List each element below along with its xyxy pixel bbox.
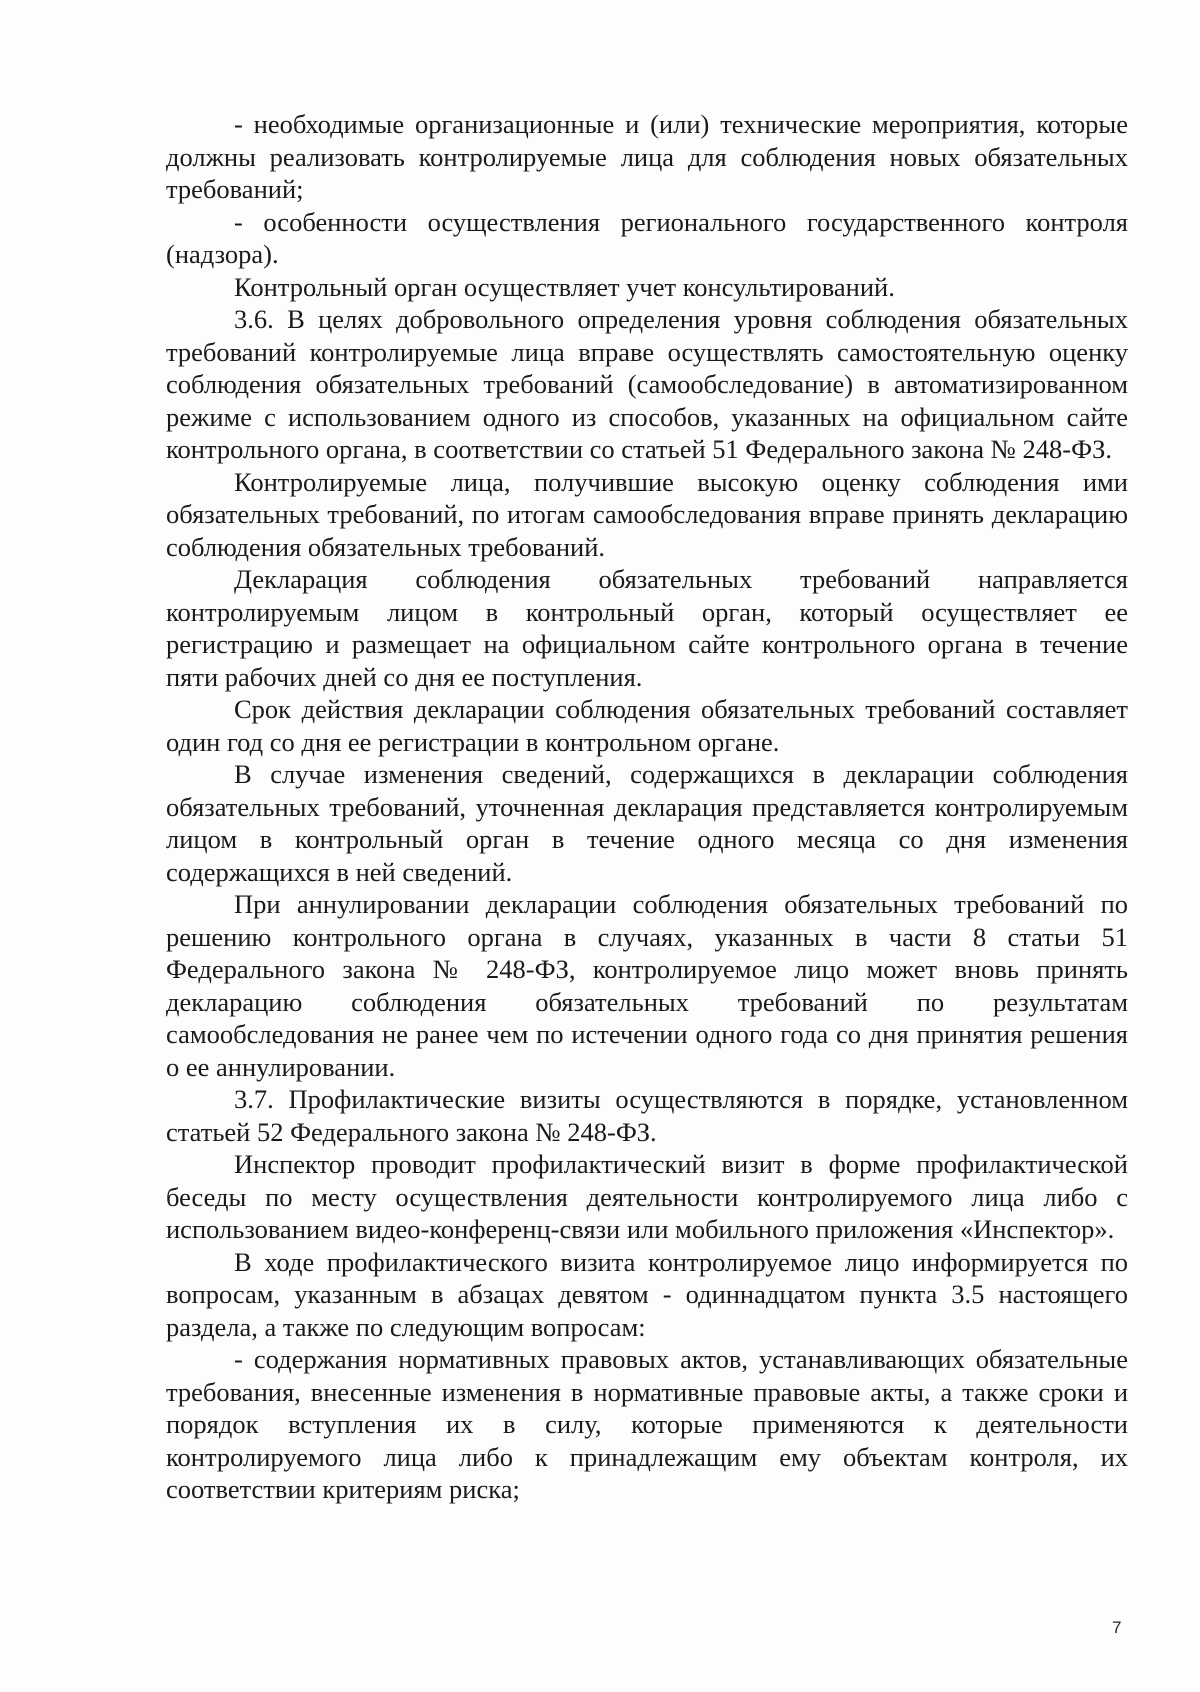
paragraph-10: 3.7. Профилактические визиты осуществляются в порядке, установленном статьей 52 Федерального закона № 248-ФЗ. (166, 1084, 1128, 1147)
paragraph-6: Декларация соблюдения обязательных требований направляется контролируемым лицом в контрольный орган, который осуществляет ее регистрацию и размещает на официальном сайте контрольного органа в течение пяти рабочих дней со дня ее поступления. (166, 564, 1128, 692)
paragraph-5: Контролируемые лица, получившие высокую оценку соблюдения ими обязательных требований, по итогам самообследования вправе принять декларацию соблюдения обязательных требований. (166, 466, 1128, 562)
paragraph-8: В случае изменения сведений, содержащихся в декларации соблюдения обязательных требований, уточненная декларация представляется контролируемым лицом в контрольный орган в течение одного месяца со дня изменения содержащихся в ней сведений. (166, 759, 1128, 887)
paragraph-9: При аннулировании декларации соблюдения обязательных требований по решению контрольного органа в случаях, указанных в части 8 статьи 51 Федерального закона № 248-ФЗ, контролируемое лицо может вновь принять декларацию соблюдения обязательных требований по результатам самообследования не ранее чем по истечении одного года со дня принятия решения о ее аннулировании. (166, 889, 1128, 1082)
paragraph-2: - особенности осуществления регионального государственного контроля (надзора). (166, 206, 1128, 269)
paragraph-12: В ходе профилактического визита контролируемое лицо информируется по вопросам, указанным в абзацах девятом - одиннадцатом пункта 3.5 настоящего раздела, а также по следующим вопросам: (166, 1246, 1128, 1342)
page-number: 7 (1112, 1618, 1122, 1637)
paragraph-3: Контрольный орган осуществляет учет консультирований. (234, 271, 895, 302)
document-body (166, 108, 1128, 1506)
paragraph-1: - необходимые организационные и (или) технические мероприятия, которые должны реализовать контролируемые лица для соблюдения новых обязательных требований; (166, 109, 1128, 204)
paragraph-4: 3.6. В целях добровольного определения уровня соблюдения обязательных требований контролируемые лица вправе осуществлять самостоятельную оценку соблюдения обязательных требований (самообследование) в автоматизированном режиме с использованием одного из способов, указанных на официальном сайте контрольного органа, в соответствии со статьей 51 Федерального закона № 248-ФЗ. (166, 304, 1128, 464)
paragraph-13: - содержания нормативных правовых актов, устанавливающих обязательные требования, внесенные изменения в нормативные правовые акты, а также сроки и порядок вступления их в силу, которые применяются к деятельности контролируемого лица либо к принадлежащим ему объектам контроля, их соответствии критериям риска; (166, 1344, 1128, 1504)
paragraph-11: Инспектор проводит профилактический визит в форме профилактической беседы по месту осуществления деятельности контролируемого лица либо с использованием видео-конференц-связи или мобильного приложения «Инспектор». (166, 1149, 1128, 1244)
paragraph-7: Срок действия декларации соблюдения обязательных требований составляет один год со дня ее регистрации в контрольном органе. (166, 694, 1128, 757)
